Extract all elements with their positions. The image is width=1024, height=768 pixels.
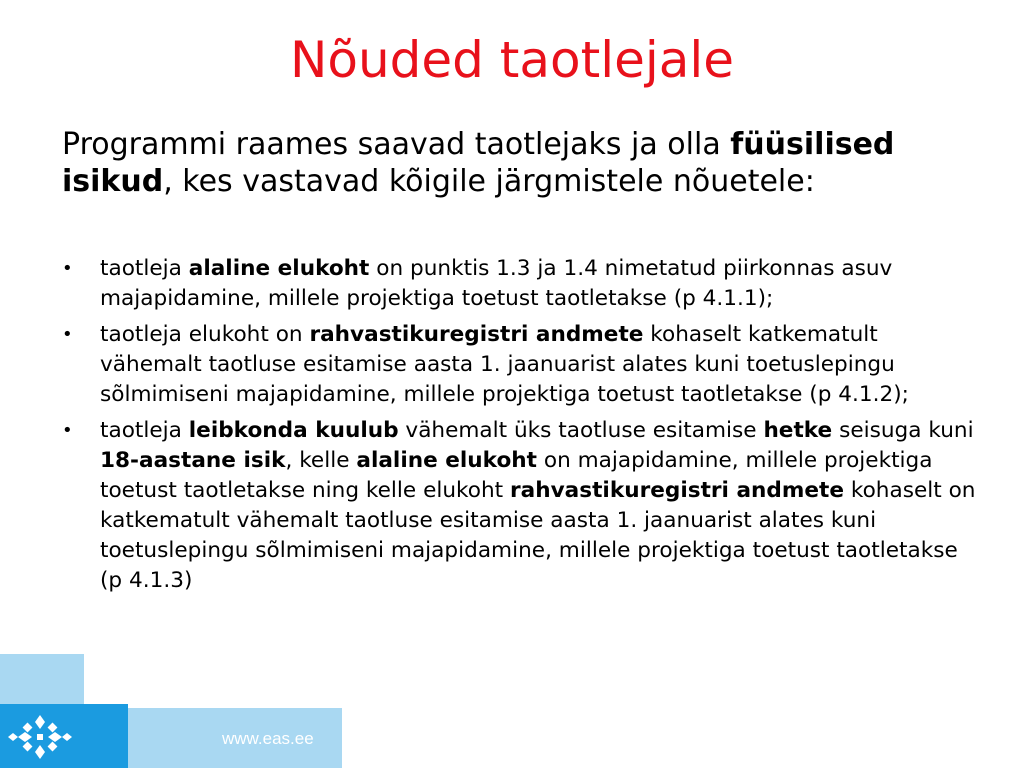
intro-paragraph xyxy=(62,126,982,200)
bullet-bold-text: 18-aastane isik xyxy=(100,448,286,473)
bullet-text: kohaselt katkematult vähemalt taotluse esitamise aasta 1. jaanuarist alates kuni toetuslepingu sõlmimiseni majapidamine, millele projektiga toetust taotletakse (p 4.1.2); xyxy=(100,322,909,407)
list-item xyxy=(62,416,977,596)
bullet-bold-text: rahvastikuregistri andmete xyxy=(510,478,844,503)
intro-text-2: , kes vastavad kõigile järgmistele nõuetele: xyxy=(163,164,815,199)
list-item xyxy=(62,254,977,314)
bullet-bold-text: leibkonda kuulub xyxy=(188,418,399,443)
list-item xyxy=(62,320,977,410)
bullet-text: , kelle xyxy=(285,448,357,473)
bullet-icon: • xyxy=(62,324,73,345)
bullet-bold-text: hetke xyxy=(763,418,833,443)
bullet-text: on majapidamine, millele projektiga toetust taotletakse ning kelle elukoht xyxy=(100,448,933,503)
bullet-text: vähemalt üks taotluse esitamise xyxy=(398,418,764,443)
bullet-text: seisuga kuni xyxy=(832,418,974,443)
footer-url-link[interactable]: www.eas.ee xyxy=(222,729,314,748)
intro-bold-text: füüsilised isikud xyxy=(62,127,895,199)
bullet-text: kohaselt on katkematult vähemalt taotluse esitamise aasta 1. jaanuarist alates kuni toetuslepingu sõlmimiseni majapidamine, millele projektiga toetust taotletakse (p 4.1.3) xyxy=(100,478,976,593)
bullet-text: taotleja xyxy=(100,256,189,281)
bullet-icon: • xyxy=(62,258,73,279)
bullet-icon: • xyxy=(62,420,73,441)
eas-snowflake-logo-icon xyxy=(4,712,76,762)
bullet-text: on punktis 1.3 ja 1.4 nimetatud piirkonnas asuv majapidamine, millele projektiga toetust taotletakse (p 4.1.1); xyxy=(100,256,893,311)
intro-text-1: Programmi raames saavad taotlejaks ja olla xyxy=(62,127,731,162)
bullet-text: taotleja xyxy=(100,418,189,443)
requirements-list xyxy=(62,254,977,602)
bullet-text: taotleja elukoht on xyxy=(100,322,310,347)
bullet-bold-text: alaline elukoht xyxy=(356,448,537,473)
bullet-bold-text: rahvastikuregistri andmete xyxy=(309,322,644,347)
bullet-bold-text: alaline elukoht xyxy=(188,256,370,281)
slide-title: Nõuded taotlejale xyxy=(289,31,735,89)
